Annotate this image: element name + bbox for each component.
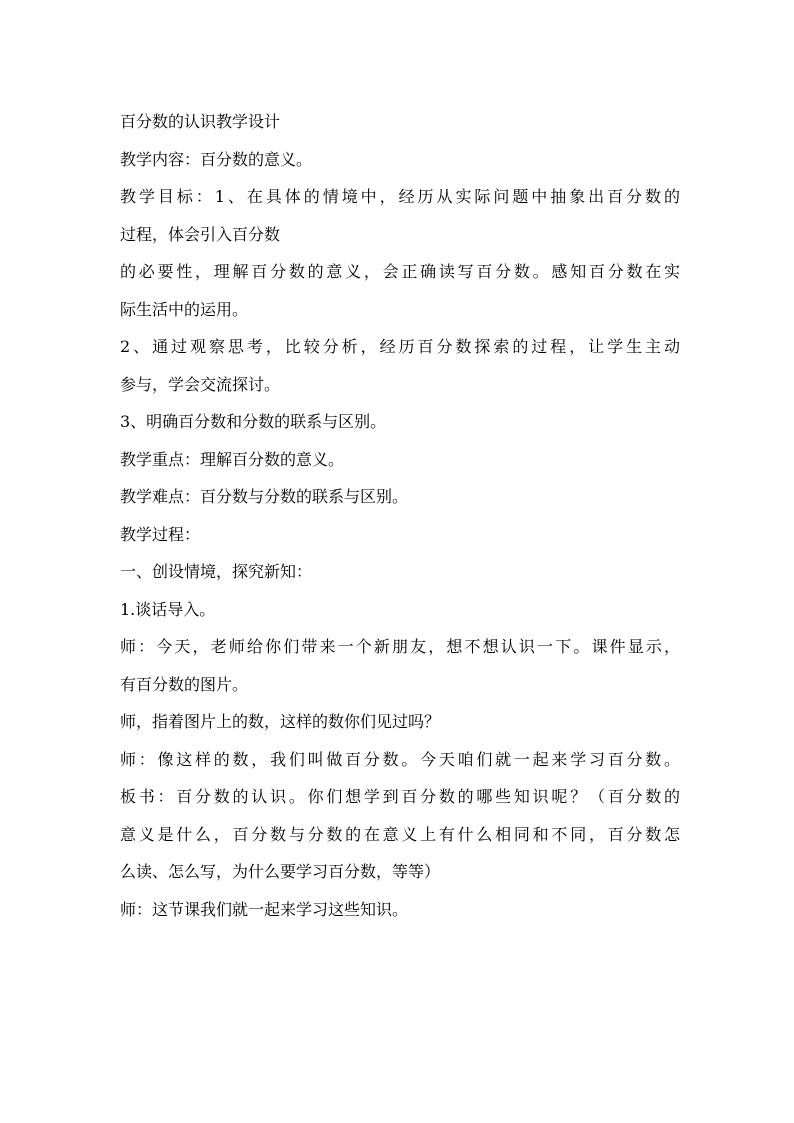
text-line: 教学目标：1、在具体的情境中，经历从实际问题中抽象出百分数的 [120,187,680,206]
text-line: 2、通过观察思考，比较分析，经历百分数探索的过程，让学生主动 [120,337,680,356]
text-line: 意义是什么，百分数与分数的在意义上有什么相同和不同，百分数怎 [120,824,680,844]
text-line: 师：这节课我们就一起来学习这些知识。 [120,899,409,919]
text-line: 么读、怎么写，为什么要学习百分数，等等） [120,862,441,881]
text-line: 3、明确百分数和分数的联系与区别。 [120,412,387,431]
text-line: 教学内容：百分数的意义。 [120,149,313,169]
text-line: 教学过程： [120,524,201,544]
document-title: 百分数的认识教学设计 [120,112,281,131]
text-line: 1.谈话导入。 [120,599,216,619]
text-line: 参与，学会交流探讨。 [120,374,281,394]
text-line: 过程，体会引入百分数 [120,224,281,244]
text-line: 一、创设情境，探究新知： [120,562,313,581]
text-line: 教学难点：百分数与分数的联系与区别。 [120,487,409,506]
text-line: 的必要性，理解百分数的意义，会正确读写百分数。感知百分数在实 [120,262,680,281]
text-line: 际生活中的运用。 [120,299,249,319]
text-line: 教学重点：理解百分数的意义。 [120,449,345,469]
text-line: 师：像这样的数，我们叫做百分数。今天咱们就一起来学习百分数。 [120,749,680,769]
text-line: 师：今天，老师给你们带来一个新朋友，想不想认识一下。课件显示， [120,637,680,656]
text-line: 有百分数的图片。 [120,674,249,694]
text-line: 师，指着图片上的数，这样的数你们见过吗？ [120,712,441,731]
document-body [120,103,680,928]
text-line: 板书：百分数的认识。你们想学到百分数的哪些知识呢？（百分数的 [120,787,680,806]
